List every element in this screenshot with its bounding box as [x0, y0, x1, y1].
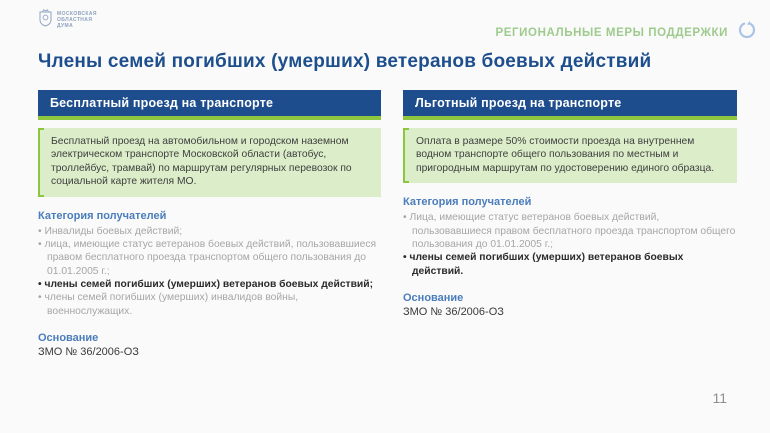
- page-number: 11: [712, 390, 727, 406]
- section-label: РЕГИОНАЛЬНЫЕ МЕРЫ ПОДДЕРЖКИ: [495, 26, 728, 39]
- green-accent-bracket: [403, 128, 409, 183]
- highlight-box: [403, 128, 737, 183]
- highlight-text: Бесплатный проезд на автомобильном и городском наземном электрическом транспорте Московской области (автобус, троллейбус, трамвай) по маршрутам регулярных перевозок по социальной карте жителя МО.: [51, 136, 352, 188]
- column-free-transit: [38, 90, 381, 358]
- category-heading: Категория получателей: [403, 196, 532, 209]
- circular-arrow-icon: [737, 20, 757, 45]
- mosoblduma-logo: [38, 8, 97, 32]
- category-item: • члены семей погибших (умерших) ветеранов боевых действий.: [403, 251, 737, 278]
- category-item: • Инвалиды боевых действий;: [38, 225, 381, 238]
- basis-value: ЗМО № 36/2006-ОЗ: [38, 346, 139, 359]
- logo-text: МОСКОВСКАЯ ОБЛАСТНАЯ ДУМА: [57, 11, 97, 29]
- basis-heading: Основание: [403, 292, 464, 304]
- green-accent-bracket: [38, 128, 44, 197]
- columns: [38, 90, 737, 358]
- highlight-box: [38, 128, 381, 197]
- crest-icon: [38, 8, 53, 32]
- column-header: Льготный проезд на транспорте: [403, 90, 737, 120]
- category-item: • Лица, имеющие статус ветеранов боевых действий, пользовавшиеся правом бесплатного проезда транспортом общего пользования до 01.01.2005 г.;: [403, 211, 737, 251]
- column-header: Бесплатный проезд на транспорте: [38, 90, 381, 120]
- category-heading: Категория получателей: [38, 209, 167, 222]
- page-title: Члены семей погибших (умерших) ветеранов боевых действий: [38, 51, 652, 72]
- category-item: • члены семей погибших (умерших) инвалидов войны, военнослужащих.: [38, 291, 381, 318]
- category-item: • члены семей погибших (умерших) ветеранов боевых действий;: [38, 278, 381, 291]
- basis-heading: Основание: [38, 332, 99, 345]
- highlight-text: Оплата в размере 50% стоимости проезда на внутреннем водном транспорте общего пользования по местным и пригородным маршрутам по удостоверению единого образца.: [416, 136, 715, 174]
- category-list: [38, 225, 381, 319]
- category-list: [403, 211, 737, 278]
- category-item: • лица, имеющие статус ветеранов боевых действий, пользовавшиеся правом бесплатного проезда транспортом общего пользования до 01.01.2005 г.;: [38, 238, 381, 278]
- column-discount-transit: [403, 90, 737, 358]
- section-header: [496, 20, 757, 45]
- basis-value: ЗМО № 36/2006-ОЗ: [403, 306, 504, 318]
